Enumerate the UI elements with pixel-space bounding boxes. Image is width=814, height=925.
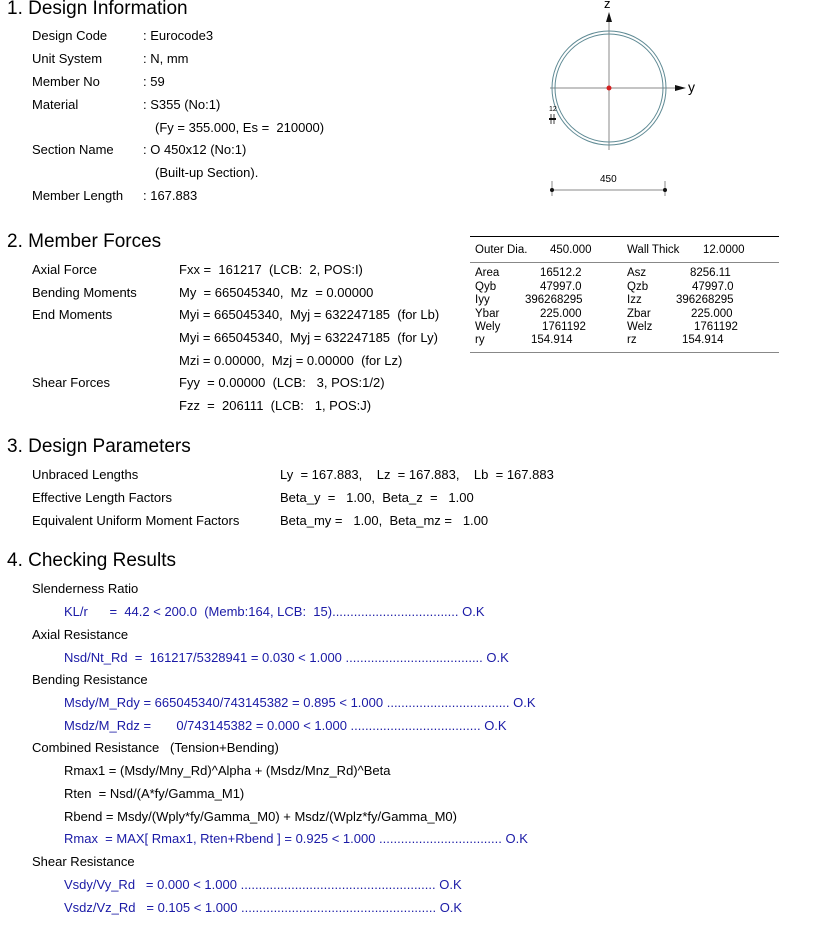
value-shear-fyy: Fyy = 0.00000 (LCB: 3, POS:1/2) (179, 375, 385, 390)
formula-rmax1: Rmax1 = (Msdy/Mny_Rd)^Alpha + (Msdz/Mnz_Rd)^Beta (64, 763, 391, 778)
table-bottom-rule (470, 352, 779, 353)
value-moment-factors: Beta_my = 1.00, Beta_mz = 1.00 (280, 513, 489, 528)
label-slenderness-ratio: Slenderness Ratio (32, 581, 139, 596)
prop-label: ry (475, 334, 485, 346)
value-section-type: (Built-up Section). (155, 165, 259, 180)
pipe-section-icon (0, 0, 814, 210)
value-member-length: : 167.883 (143, 188, 198, 203)
label-end-moments: End Moments (32, 307, 113, 322)
label-axial-force: Axial Force (32, 262, 98, 277)
prop-label: Asz (627, 267, 647, 279)
value-material: : S355 (No:1) (143, 97, 221, 112)
outer-dia-value: 450.000 (550, 244, 592, 256)
wall-thick-value: 12.0000 (703, 244, 745, 256)
wall-thick-label: Wall Thick (627, 244, 680, 256)
prop-label: Qyb (475, 281, 497, 293)
label-member-no: Member No (32, 74, 100, 89)
table-header-rule (470, 262, 779, 263)
axis-y-label: y (688, 79, 695, 95)
prop-value: 47997.0 (692, 281, 734, 293)
label-axial-resistance: Axial Resistance (32, 627, 129, 642)
value-design-code: : Eurocode3 (143, 28, 214, 43)
check-combined: Rmax = MAX[ Rmax1, Rten+Rbend ] = 0.925 < 1.000 .................................. O.K (64, 831, 528, 846)
prop-value: 225.000 (691, 308, 733, 320)
label-shear-resistance: Shear Resistance (32, 854, 135, 869)
value-section-name: : O 450x12 (No:1) (143, 142, 247, 157)
check-shear-y: Vsdy/Vy_Rd = 0.000 < 1.000 ...................................................... O.K (64, 877, 462, 892)
value-member-no: : 59 (143, 74, 165, 89)
label-material: Material (32, 97, 79, 112)
prop-label: Wely (475, 321, 501, 333)
prop-value: 396268295 (676, 294, 734, 306)
value-material-props: (Fy = 355.000, Es = 210000) (155, 120, 325, 135)
value-bending-moments: My = 665045340, Mz = 0.00000 (179, 285, 374, 300)
check-bending-y: Msdy/M_Rdy = 665045340/743145382 = 0.895 < 1.000 .................................. O.K (64, 695, 536, 710)
formula-rbend: Rbend = Msdy/(Wply*fy/Gamma_M0) + Msdz/(Wplz*fy/Gamma_M0) (64, 809, 457, 824)
prop-value: 16512.2 (540, 267, 582, 279)
formula-rten: Rten = Nsd/(A*fy/Gamma_M1) (64, 786, 245, 801)
label-moment-factors: Equivalent Uniform Moment Factors (32, 513, 240, 528)
prop-value: 154.914 (531, 334, 573, 346)
prop-label: Iyy (475, 294, 490, 306)
check-bending-z: Msdz/M_Rdz = 0/743145382 = 0.000 < 1.000 .................................... O.K (64, 718, 507, 733)
value-end-moments-lb: Myi = 665045340, Myj = 632247185 (for Lb) (179, 307, 440, 322)
diameter-label: 450 (600, 174, 617, 185)
label-shear-forces: Shear Forces (32, 375, 111, 390)
value-axial-force: Fxx = 161217 (LCB: 2, POS:I) (179, 262, 363, 277)
label-design-code: Design Code (32, 28, 108, 43)
prop-label: Izz (627, 294, 642, 306)
prop-label: Area (475, 267, 500, 279)
table-top-rule (470, 236, 779, 237)
section-title-design-information: 1. Design Information (7, 0, 188, 19)
label-bending-moments: Bending Moments (32, 285, 137, 300)
value-shear-fzz: Fzz = 206111 (LCB: 1, POS:J) (179, 398, 372, 413)
value-unbraced-lengths: Ly = 167.883, Lz = 167.883, Lb = 167.883 (280, 467, 554, 482)
prop-label: Ybar (475, 308, 500, 320)
prop-value: 154.914 (682, 334, 724, 346)
prop-label: Qzb (627, 281, 649, 293)
label-effective-length-factors: Effective Length Factors (32, 490, 172, 505)
label-bending-resistance: Bending Resistance (32, 672, 148, 687)
check-slenderness: KL/r = 44.2 < 200.0 (Memb:164, LCB: 15)................................... O.K (64, 604, 485, 619)
label-unbraced-lengths: Unbraced Lengths (32, 467, 139, 482)
section-title-checking-results: 4. Checking Results (7, 550, 176, 571)
prop-label: rz (627, 334, 637, 346)
value-unit-system: : N, mm (143, 51, 189, 66)
prop-value: 8256.11 (690, 267, 731, 279)
label-combined-resistance: Combined Resistance (Tension+Bending) (32, 740, 279, 755)
label-member-length: Member Length (32, 188, 124, 203)
value-end-moments-lz: Mzi = 0.00000, Mzj = 0.00000 (for Lz) (179, 353, 403, 368)
prop-value: 1761192 (694, 321, 738, 333)
section-title-member-forces: 2. Member Forces (7, 231, 162, 252)
prop-value: 47997.0 (540, 281, 582, 293)
prop-value: 396268295 (525, 294, 583, 306)
prop-value: 1761192 (542, 321, 586, 333)
check-shear-z: Vsdz/Vz_Rd = 0.105 < 1.000 ...................................................... O.K (64, 900, 463, 915)
label-section-name: Section Name (32, 142, 114, 157)
value-end-moments-ly: Myi = 665045340, Myj = 632247185 (for Ly) (179, 330, 438, 345)
outer-dia-label: Outer Dia. (475, 244, 528, 256)
thickness-label: 12 (549, 106, 557, 113)
prop-value: 225.000 (540, 308, 582, 320)
label-unit-system: Unit System (32, 51, 103, 66)
section-title-design-parameters: 3. Design Parameters (7, 436, 191, 457)
prop-label: Zbar (627, 308, 651, 320)
value-effective-length-factors: Beta_y = 1.00, Beta_z = 1.00 (280, 490, 474, 505)
check-axial: Nsd/Nt_Rd = 161217/5328941 = 0.030 < 1.000 ...................................... O.K (64, 650, 509, 665)
axis-z-label: z (604, 0, 611, 11)
prop-label: Welz (627, 321, 653, 333)
